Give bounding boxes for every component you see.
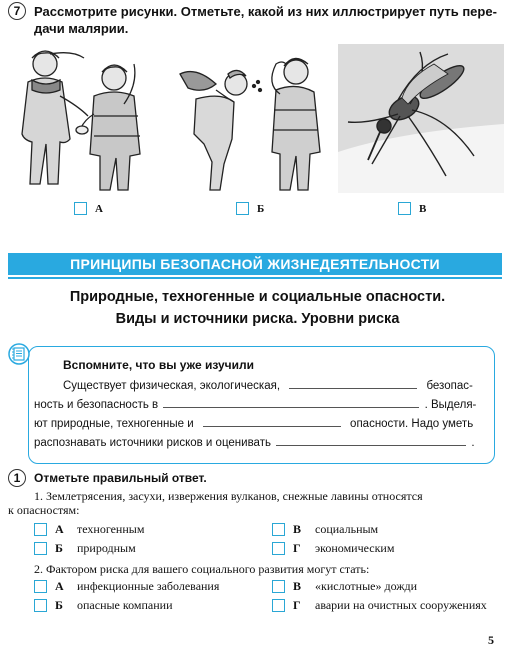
banner-underline <box>8 277 502 279</box>
q1-option-a-letter: А <box>55 522 64 536</box>
fill-blank-3[interactable] <box>203 415 341 427</box>
q2-option-g-text: аварии на очистных сооружениях <box>315 598 487 612</box>
checkbox-q1-v[interactable] <box>272 523 285 536</box>
choice-v[interactable] <box>398 202 426 215</box>
choice-a-label: А <box>95 202 103 215</box>
checkbox-q1-a[interactable] <box>34 523 47 536</box>
notebook-icon <box>8 343 30 365</box>
mosquito-illustration <box>338 44 504 193</box>
question-2-line: 2. Фактором риска для вашего социального развития могут стать: <box>34 562 370 576</box>
picture-b-sneeze <box>176 44 328 193</box>
fill-blank-4[interactable] <box>276 434 466 446</box>
checkbox-q2-g[interactable] <box>272 599 285 612</box>
recall-line-4-start: распознавать источники рисков и оценивать <box>34 437 271 449</box>
q2-option-b-text: опасные компании <box>77 598 173 612</box>
q2-option-v[interactable] <box>272 579 417 594</box>
fill-blank-2[interactable] <box>163 396 419 408</box>
recall-line-4 <box>34 434 484 451</box>
checkbox-b[interactable] <box>236 202 249 215</box>
q1-option-g-letter: Г <box>293 541 301 555</box>
task-number-badge: 1 <box>8 469 26 487</box>
section-banner: ПРИНЦИПЫ БЕЗОПАСНОЙ ЖИЗНЕДЕЯТЕЛЬНОСТИ <box>8 253 502 275</box>
question-1-line1: 1. Землетрясения, засухи, извержения вулканов, снежные лавины относятся <box>34 489 423 503</box>
topic-title-line1: Природные, техногенные и социальные опасности. <box>69 289 446 305</box>
task-7-text <box>34 3 504 37</box>
recall-line-1-end: безопас- <box>426 380 473 392</box>
q2-option-g[interactable] <box>272 598 487 613</box>
recall-line-1-start: Существует физическая, экологическая, <box>63 380 281 392</box>
task-7-text-line2: дачи малярии. <box>34 21 129 36</box>
fill-blank-1[interactable] <box>289 377 417 389</box>
q1-option-v-letter: В <box>293 522 302 536</box>
recall-line-1 <box>63 377 483 394</box>
choice-v-label: В <box>419 202 427 215</box>
q1-option-b-text: природным <box>77 541 136 555</box>
task-number-badge: 7 <box>8 2 26 20</box>
choice-b-label: Б <box>257 202 265 215</box>
sneezing-people-illustration <box>176 44 328 193</box>
q1-option-v-text: социальным <box>315 522 379 536</box>
q2-option-a-text: инфекционные заболевания <box>77 579 220 593</box>
q1-option-b[interactable] <box>34 541 136 556</box>
handshake-people-illustration <box>10 44 166 193</box>
q1-option-v[interactable] <box>272 522 378 537</box>
checkbox-q2-b[interactable] <box>34 599 47 612</box>
checkbox-q2-v[interactable] <box>272 580 285 593</box>
choice-a[interactable] <box>74 202 103 215</box>
task-7-text-line1: Рассмотрите рисунки. Отметьте, какой из них иллюстрирует путь пере- <box>34 4 497 19</box>
picture-a-handshake <box>10 44 166 193</box>
checkbox-v[interactable] <box>398 202 411 215</box>
q2-option-b[interactable] <box>34 598 172 613</box>
recall-line-2-end: . Выделя- <box>424 399 477 411</box>
task-1-heading: Отметьте правильный ответ. <box>34 471 207 485</box>
choice-b[interactable] <box>236 202 264 215</box>
page-number: 5 <box>488 633 494 647</box>
checkbox-q1-b[interactable] <box>34 542 47 555</box>
recall-line-4-end: . <box>471 437 475 449</box>
q2-option-v-letter: В <box>293 579 302 593</box>
recall-heading: Вспомните, что вы уже изучили <box>63 358 255 372</box>
recall-line-2 <box>34 396 484 413</box>
recall-line-3-end: опасности. Надо уметь <box>350 418 474 430</box>
q2-option-b-letter: Б <box>55 598 63 612</box>
topic-title-line2: Виды и источники риска. Уровни риска <box>115 311 400 327</box>
q1-option-b-letter: Б <box>55 541 63 555</box>
checkbox-a[interactable] <box>74 202 87 215</box>
q1-option-a-text: техногенным <box>77 522 145 536</box>
checkbox-q2-a[interactable] <box>34 580 47 593</box>
q2-option-a-letter: А <box>55 579 64 593</box>
question-1-line2: к опасностям: <box>8 503 80 517</box>
recall-line-2-start: ность и безопасность в <box>34 399 159 411</box>
q1-option-a[interactable] <box>34 522 144 537</box>
q2-option-a[interactable] <box>34 579 219 594</box>
q1-option-g-text: экономическим <box>315 541 395 555</box>
q2-option-v-text: «кислотные» дожди <box>315 579 418 593</box>
picture-v-mosquito <box>338 44 504 193</box>
recall-line-3 <box>34 415 484 432</box>
q2-option-g-letter: Г <box>293 598 301 612</box>
q1-option-g[interactable] <box>272 541 394 556</box>
checkbox-q1-g[interactable] <box>272 542 285 555</box>
recall-line-3-start: ют природные, техногенные и <box>34 418 194 430</box>
